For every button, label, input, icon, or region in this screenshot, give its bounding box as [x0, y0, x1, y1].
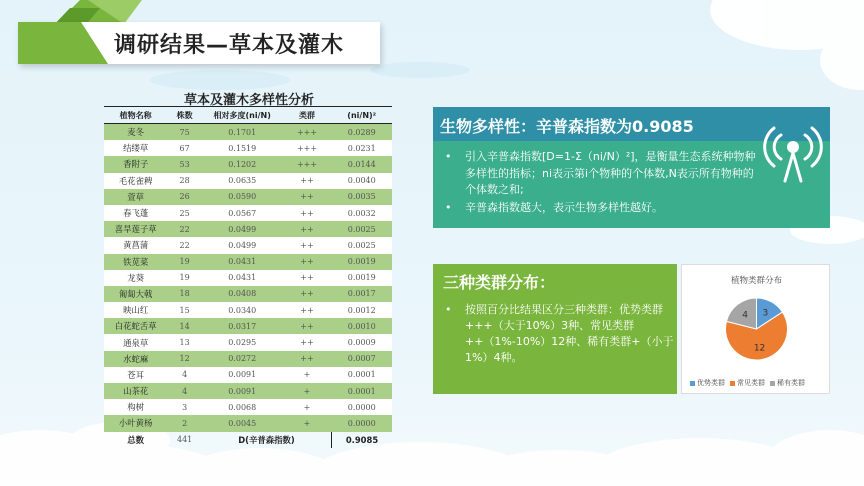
plant-name-cell: 小叶黄杨 — [104, 415, 167, 431]
count-cell: 12 — [167, 351, 202, 367]
relative-abundance-cell: 0.1701 — [202, 124, 283, 141]
legend-swatch — [730, 381, 735, 386]
count-cell: 13 — [167, 334, 202, 350]
squared-value-cell: 0.0289 — [331, 124, 392, 141]
count-cell: 14 — [167, 318, 202, 334]
plant-name-cell: 龙葵 — [104, 270, 167, 286]
relative-abundance-cell: 0.1202 — [202, 156, 283, 172]
column-header: 植物名称 — [104, 107, 167, 124]
plant-name-cell: 苍耳 — [104, 367, 167, 383]
squared-value-cell: 0.0019 — [331, 254, 392, 270]
count-cell: 15 — [167, 302, 202, 318]
squared-value-cell: 0.0144 — [331, 156, 392, 172]
column-header: (ni/N)² — [331, 107, 392, 124]
count-cell: 53 — [167, 156, 202, 172]
table-row — [104, 415, 392, 431]
total-count: 441 — [176, 435, 193, 445]
column-header: 株数 — [167, 107, 202, 124]
relative-abundance-cell: 0.0340 — [202, 302, 283, 318]
table-row — [104, 399, 392, 415]
count-cell: 18 — [167, 286, 202, 302]
count-cell: 2 — [167, 415, 202, 431]
bullet-list — [445, 302, 675, 366]
count-cell: 26 — [167, 189, 202, 205]
count-cell: 22 — [167, 221, 202, 237]
pie-chart-panel — [681, 264, 830, 394]
squared-value-cell: 0.0007 — [331, 351, 392, 367]
plant-name-cell: 黄菖蒲 — [104, 237, 167, 253]
plant-name-cell: 映山红 — [104, 302, 167, 318]
signal-tower-icon — [763, 117, 823, 187]
plant-name-cell: 白花蛇舌草 — [104, 318, 167, 334]
relative-abundance-cell: 0.0272 — [202, 351, 283, 367]
plant-name-cell: 构树 — [104, 399, 167, 415]
table-row — [104, 367, 392, 383]
squared-value-cell: 0.0001 — [331, 383, 392, 399]
count-cell: 4 — [167, 367, 202, 383]
count-cell: 19 — [167, 254, 202, 270]
legend-label: 常见类群 — [737, 379, 765, 387]
relative-abundance-cell: 0.0499 — [202, 237, 283, 253]
column-header: 相对多度(ni/N) — [202, 107, 283, 124]
page-title: 调研结果—草本及灌木 — [114, 33, 345, 58]
table-row — [104, 286, 392, 302]
table-row — [104, 189, 392, 205]
table-row — [104, 351, 392, 367]
card-body — [433, 141, 756, 228]
pie-chart — [682, 265, 831, 377]
count-cell: 19 — [167, 270, 202, 286]
relative-abundance-cell: 0.0068 — [202, 399, 283, 415]
relative-abundance-cell: 0.0045 — [202, 415, 283, 431]
squared-value-cell: 0.0001 — [331, 367, 392, 383]
count-cell: 4 — [167, 383, 202, 399]
group-cell: ++ — [283, 173, 332, 189]
count-cell: 22 — [167, 237, 202, 253]
table-row — [104, 140, 392, 156]
count-cell: 3 — [167, 399, 202, 415]
squared-value-cell: 0.0231 — [331, 140, 392, 156]
pie-data-label: 3 — [762, 308, 769, 319]
bullet-item: • 按照百分比结果区分三种类群：优势类群+++（大于10%）3种、常见类群++（1%-10%）12种、稀有类群+（小于1%）4种。 — [445, 302, 675, 366]
table-row — [104, 334, 392, 350]
squared-value-cell: 0.0025 — [331, 237, 392, 253]
relative-abundance-cell: 0.1519 — [202, 140, 283, 156]
table-row — [104, 318, 392, 334]
plant-name-cell: 喜旱莲子草 — [104, 221, 167, 237]
group-distribution-card — [433, 264, 677, 394]
group-cell: + — [283, 399, 332, 415]
plant-name-cell: 麦冬 — [104, 124, 167, 141]
total-row — [104, 432, 392, 448]
card-heading: 三种类群分布： — [443, 273, 556, 292]
count-cell: 28 — [167, 173, 202, 189]
table-row — [104, 254, 392, 270]
relative-abundance-cell: 0.0499 — [202, 221, 283, 237]
group-cell: ++ — [283, 237, 332, 253]
diversity-table — [104, 106, 392, 448]
simpson-index-label: D(辛普森指数) — [238, 434, 295, 445]
table-row — [104, 205, 392, 221]
pie-data-label: 12 — [753, 343, 766, 354]
group-cell: + — [283, 383, 332, 399]
group-cell: +++ — [283, 124, 332, 141]
bullet-item: • 引入辛普森指数[D=1-Σ（ni/N）²]，是衡量生态系统种物种多样性的指标；ni表示第i个物种的个体数,N表示所有物种的个体数之和; — [445, 149, 763, 199]
relative-abundance-cell: 0.0431 — [202, 270, 283, 286]
chart-legend — [690, 378, 810, 388]
plant-name-cell: 结缕草 — [104, 140, 167, 156]
plant-name-cell: 通泉草 — [104, 334, 167, 350]
count-cell: 67 — [167, 140, 202, 156]
chart-title: 植物类群分布 — [730, 276, 782, 286]
relative-abundance-cell: 0.0317 — [202, 318, 283, 334]
table-row — [104, 302, 392, 318]
relative-abundance-cell: 0.0635 — [202, 173, 283, 189]
legend-item — [690, 379, 725, 387]
title-banner — [18, 22, 380, 64]
pie-data-label: 4 — [742, 310, 748, 321]
table-row — [104, 173, 392, 189]
group-cell: ++ — [283, 270, 332, 286]
group-cell: + — [283, 367, 332, 383]
squared-value-cell: 0.0010 — [331, 318, 392, 334]
group-cell: +++ — [283, 156, 332, 172]
table-row — [104, 221, 392, 237]
relative-abundance-cell: 0.0091 — [202, 383, 283, 399]
plant-name-cell: 山茶花 — [104, 383, 167, 399]
relative-abundance-cell: 0.0567 — [202, 205, 283, 221]
plant-name-cell: 毛花雀稗 — [104, 173, 167, 189]
count-cell: 75 — [167, 124, 202, 141]
squared-value-cell: 0.0019 — [331, 270, 392, 286]
table-header-row — [104, 107, 392, 124]
plant-name-cell: 春飞蓬 — [104, 205, 167, 221]
relative-abundance-cell: 0.0408 — [202, 286, 283, 302]
table-title: 草本及灌木多样性分析 — [183, 93, 314, 108]
simpson-index-card — [433, 107, 830, 228]
group-cell: ++ — [283, 189, 332, 205]
column-header: 类群 — [283, 107, 332, 124]
total-label: 总数 — [127, 434, 145, 445]
squared-value-cell: 0.0035 — [331, 189, 392, 205]
simpson-index-value: 0.9085 — [331, 432, 392, 448]
relative-abundance-cell: 0.0431 — [202, 254, 283, 270]
squared-value-cell: 0.0025 — [331, 221, 392, 237]
group-cell: + — [283, 415, 332, 431]
table-row — [104, 156, 392, 172]
relative-abundance-cell: 0.0590 — [202, 189, 283, 205]
plant-name-cell: 萱草 — [104, 189, 167, 205]
legend-label: 优势类群 — [697, 379, 725, 387]
plant-name-cell: 香附子 — [104, 156, 167, 172]
group-cell: ++ — [283, 334, 332, 350]
bullet-item: • 辛普森指数越大，表示生物多样性越好。 — [445, 200, 763, 217]
squared-value-cell: 0.0017 — [331, 286, 392, 302]
count-cell: 25 — [167, 205, 202, 221]
legend-swatch — [690, 381, 695, 386]
group-cell: ++ — [283, 318, 332, 334]
group-cell: ++ — [283, 205, 332, 221]
squared-value-cell: 0.0032 — [331, 205, 392, 221]
plant-name-cell: 匍匐大戟 — [104, 286, 167, 302]
table-row — [104, 383, 392, 399]
plant-name-cell: 铁苋菜 — [104, 254, 167, 270]
relative-abundance-cell: 0.0091 — [202, 367, 283, 383]
group-cell: +++ — [283, 140, 332, 156]
plant-name-cell: 水蛇麻 — [104, 351, 167, 367]
squared-value-cell: 0.0012 — [331, 302, 392, 318]
squared-value-cell: 0.0009 — [331, 334, 392, 350]
table-row — [104, 124, 392, 141]
bullet-list — [445, 149, 763, 217]
squared-value-cell: 0.0000 — [331, 415, 392, 431]
squared-value-cell: 0.0040 — [331, 173, 392, 189]
squared-value-cell: 0.0000 — [331, 399, 392, 415]
table-row — [104, 270, 392, 286]
group-cell: ++ — [283, 221, 332, 237]
table-row — [104, 237, 392, 253]
legend-swatch — [770, 381, 775, 386]
relative-abundance-cell: 0.0295 — [202, 334, 283, 350]
banner-stripe — [18, 22, 108, 64]
group-cell: ++ — [283, 254, 332, 270]
legend-label: 稀有类群 — [777, 379, 805, 387]
group-cell: ++ — [283, 351, 332, 367]
legend-item — [770, 379, 805, 387]
card-heading: 生物多样性：辛普森指数为0.9085 — [440, 117, 694, 136]
group-cell: ++ — [283, 302, 332, 318]
group-cell: ++ — [283, 286, 332, 302]
legend-item — [730, 379, 765, 387]
